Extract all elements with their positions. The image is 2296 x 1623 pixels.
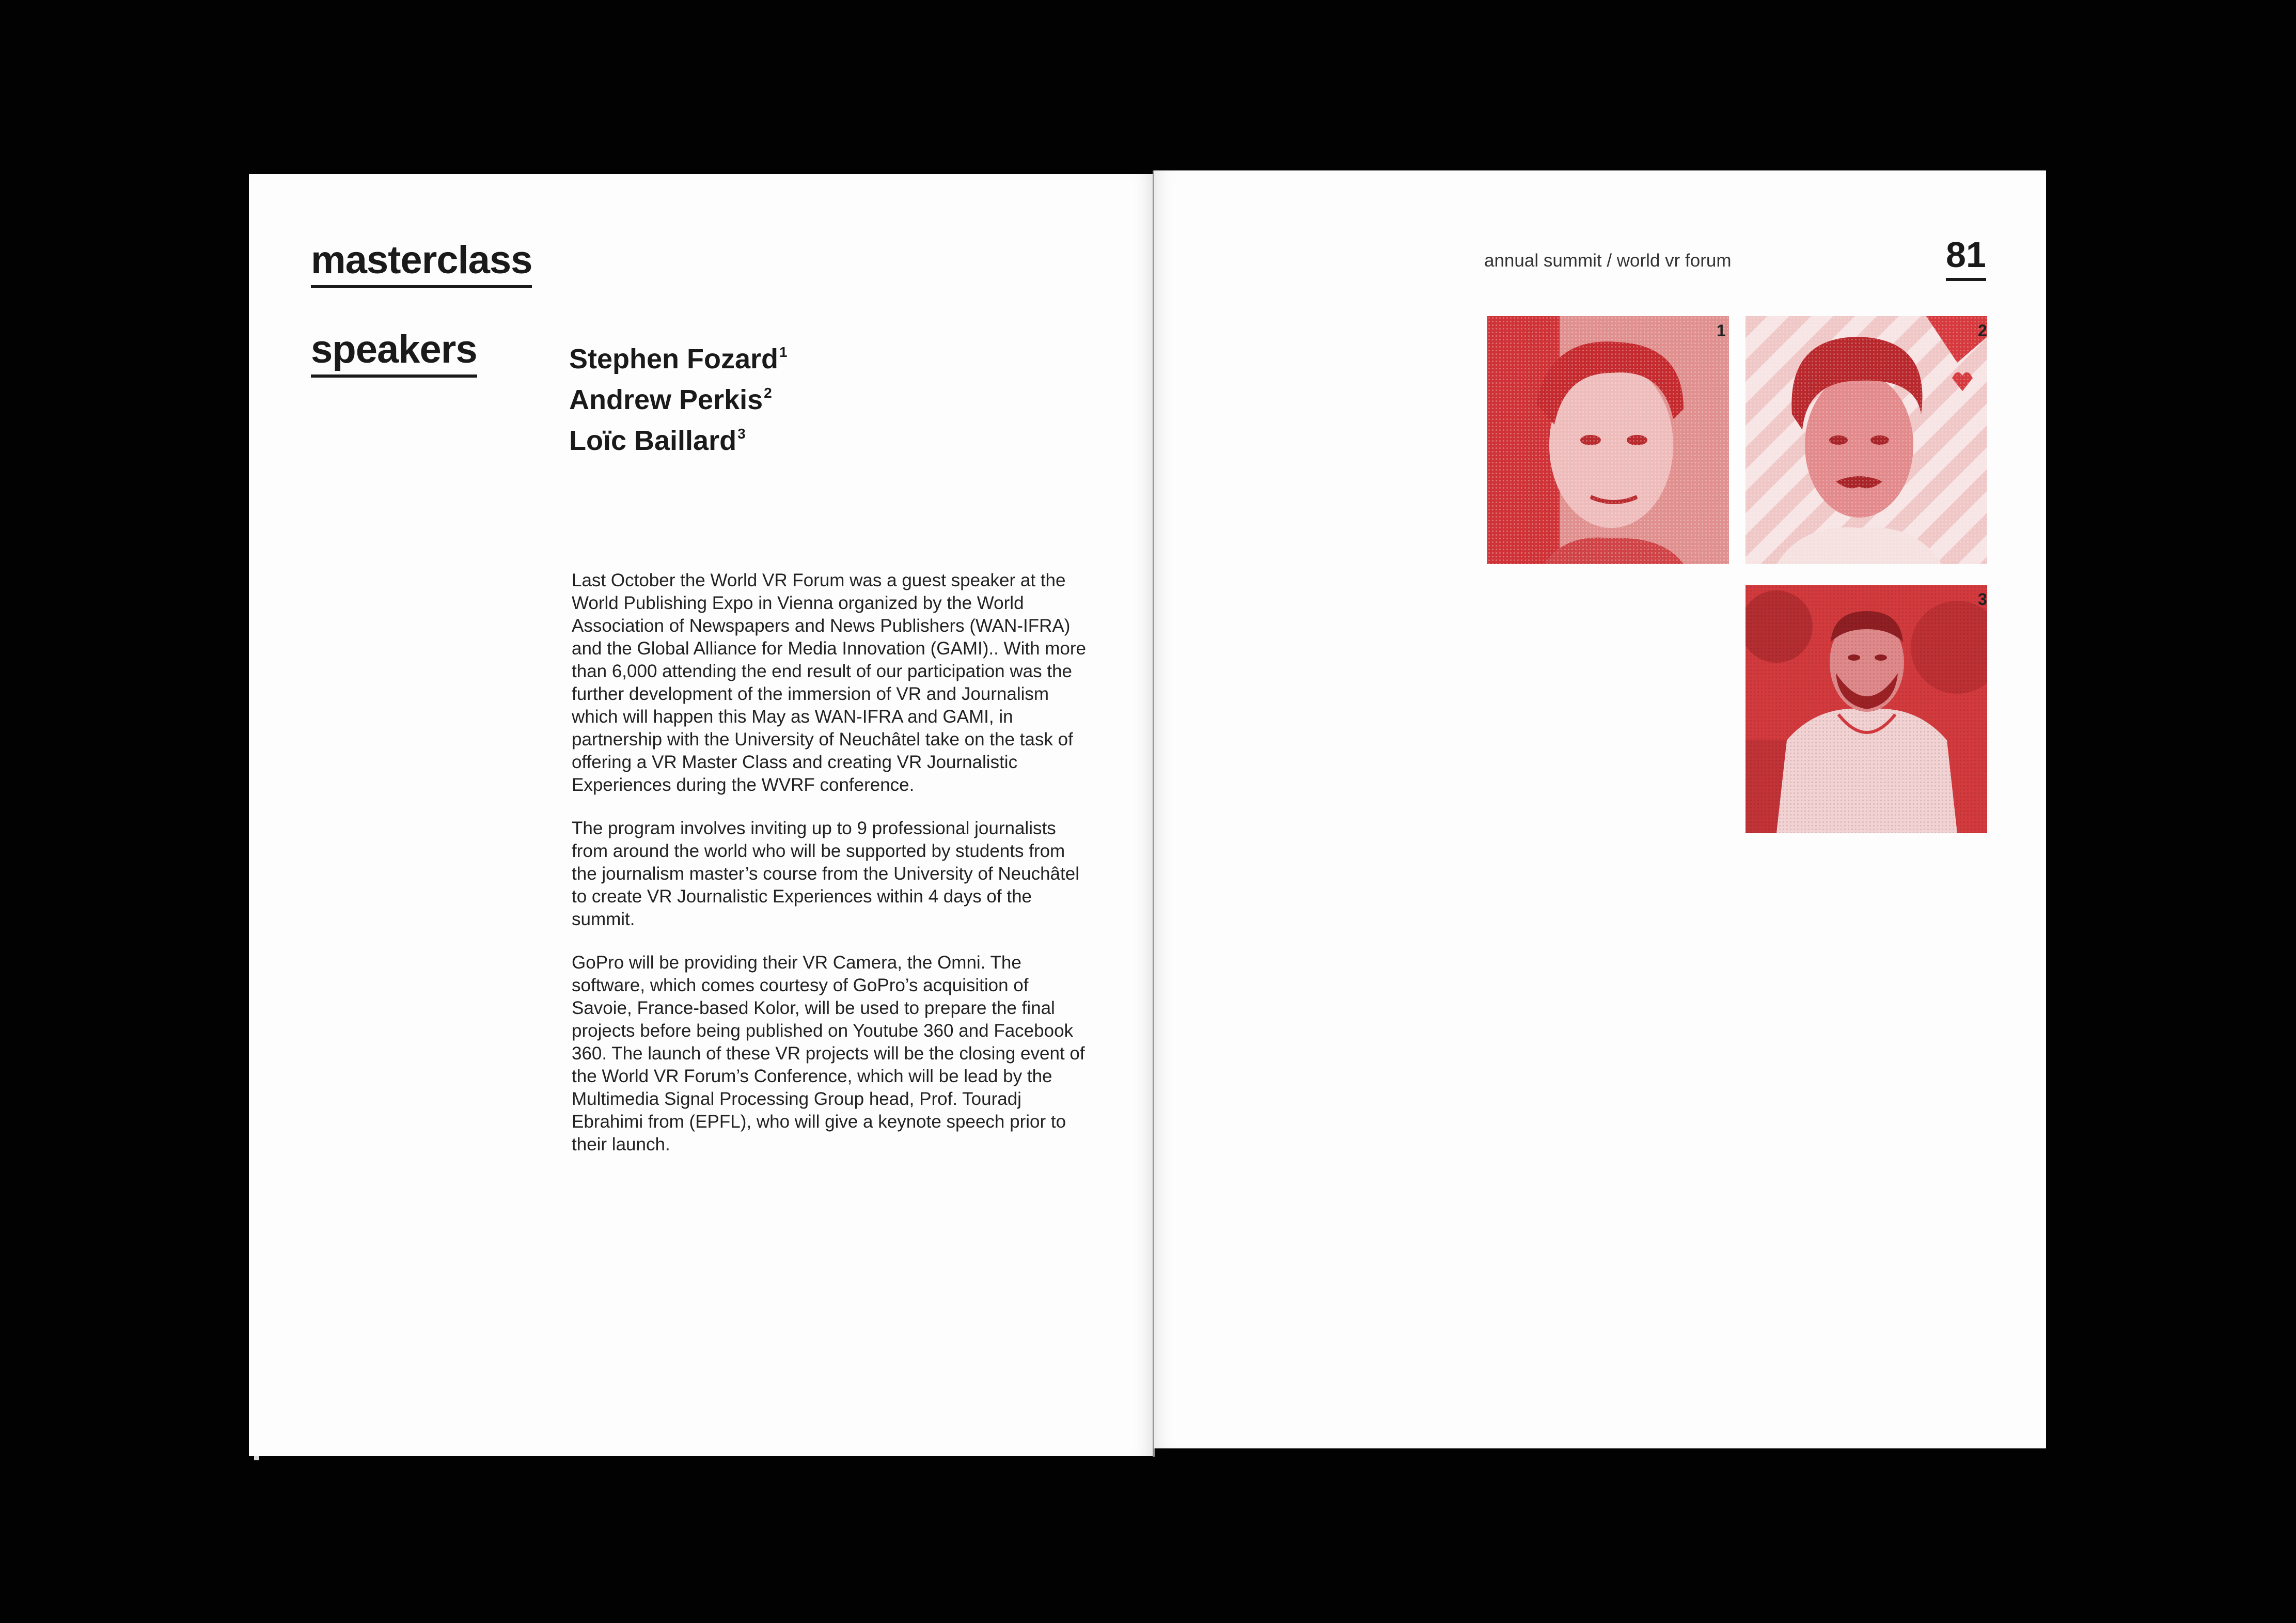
body-paragraph: The program involves inviting up to 9 professional journalists from around the world who will be supported by students from the journalism master’s course from the University of Neuchâtel to create VR Journalistic Experiences within 4 days of the summit. [572,818,1079,929]
speaker-ref: 2 [764,385,772,401]
photo-number-1: 1 [1717,321,1726,340]
right-page [1154,170,2046,1448]
speaker-photo-1 [1487,316,1729,564]
photo-number-2: 2 [1978,321,1987,340]
masterclass-heading: masterclass [311,241,532,288]
speaker-list [569,335,788,458]
speaker-name: Loïc Baillard$^3$ [569,425,746,456]
speaker-ref: 3 [737,426,746,442]
left-page [249,174,1154,1456]
speaker-ref: 1 [779,344,788,360]
photo-number-3: 3 [1978,590,1987,608]
page-number: 81 [1946,237,1986,281]
running-head: annual summit / world vr forum [1484,251,1732,271]
speaker-photo-3 [1745,585,1987,833]
speaker-name: Andrew Perkis$^2$ [569,384,772,415]
body-text [572,569,1088,1177]
body-paragraph: GoPro will be providing their VR Camera, the Omni. The software, which comes courtesy of GoPro’s acquisition of Savoie, France-based Kolor, will be used to prepare the final projects before being published on Youtube 360 and Facebook 360. The launch of these VR projects will be the closing event of the World VR Forum’s Conference, which will be lead by the Multimedia Signal Processing Group head, Prof. Touradj Ebrahimi from (EPFL), who will give a keynote speech prior to their launch. [572,953,1085,1154]
body-paragraph: Last October the World VR Forum was a guest speaker at the World Publishing Expo in Vienna organized by the World Association of Newspapers and News Publishers (WAN-IFRA) and the Global Alliance for Media Innovation (GAMI).. With more than 6,000 attending the end result of our participation was the further development of the immersion of VR and Journalism which will happen this May as WAN-IFRA and GAMI, in partnership with the University of Neuchâtel take on the task of offering a VR Master Class and creating VR Journalistic Experiences during the WVRF conference. [572,570,1087,795]
speaker-photo-2 [1745,316,1987,564]
speaker-name: Stephen Fozard$^1$ [569,344,788,374]
speakers-heading: speakers [311,330,477,378]
